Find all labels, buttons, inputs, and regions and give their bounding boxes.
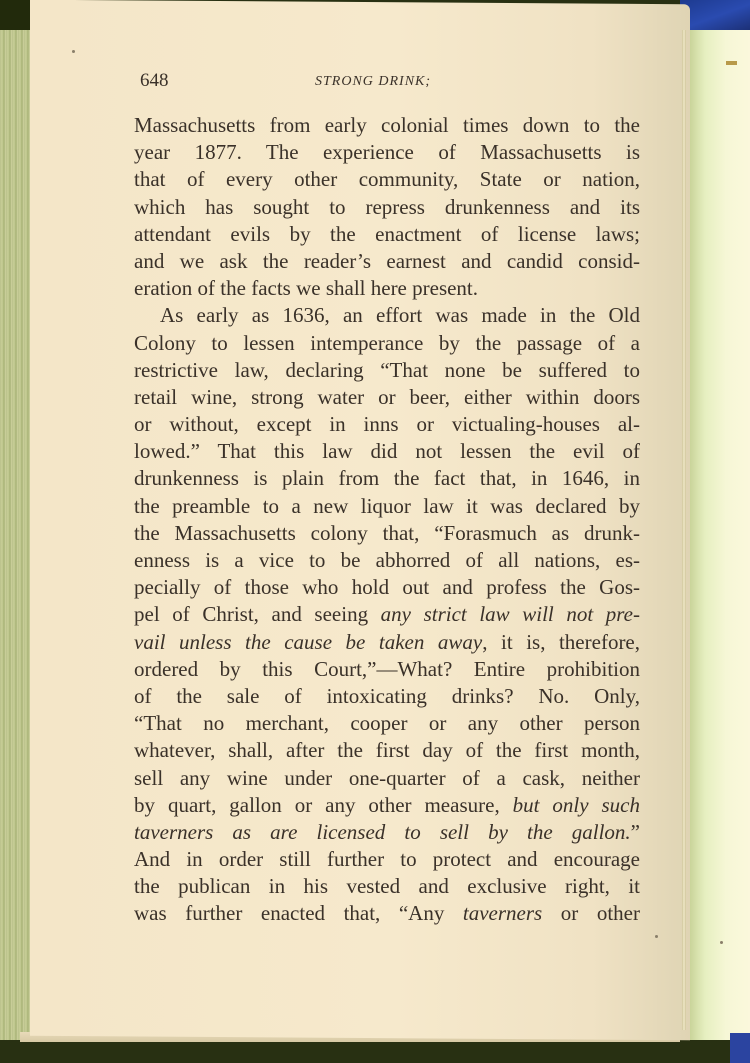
text-line xyxy=(130,629,640,656)
text-run: And in order still further to protect and encourage xyxy=(134,847,640,872)
text-run: ” xyxy=(630,819,640,844)
text-line xyxy=(130,846,640,873)
text-run: the preamble to a new liquor law it was declared by xyxy=(134,493,640,518)
text-run: by quart, gallon or any other measure, xyxy=(134,792,513,817)
text-line xyxy=(130,221,640,248)
text-line xyxy=(130,166,640,193)
text-line xyxy=(130,194,640,221)
text-line xyxy=(130,112,640,139)
text-line xyxy=(130,683,640,710)
page-content xyxy=(130,70,640,928)
page-gutter xyxy=(682,30,686,1030)
text-line xyxy=(130,710,640,737)
text-run: year 1877. The experience of Massachusetts is xyxy=(134,140,640,165)
text-line xyxy=(130,574,640,601)
text-run: eration of the facts we shall here present. xyxy=(134,276,479,301)
text-run: the Massachusetts colony that, “Forasmuch as drunk- xyxy=(134,520,640,545)
text-run: Massachusetts from early colonial times down to the xyxy=(134,113,640,137)
text-run: Colony to lessen intemperance by the passage of a xyxy=(134,330,640,355)
text-run: enness is a vice to be abhorred of all nations, es- xyxy=(134,548,640,572)
text-line xyxy=(130,765,640,792)
text-line xyxy=(130,411,640,438)
facing-page-mark xyxy=(726,61,737,65)
paper-speck xyxy=(655,935,658,938)
text-run: , it is, therefore, xyxy=(482,629,640,654)
text-run: ordered by this Court,”—What? Entire prohibition xyxy=(134,656,640,681)
text-line xyxy=(130,520,640,547)
text-run: was further enacted that, “Any xyxy=(134,901,463,926)
text-run: which has sought to repress drunkenness and its xyxy=(134,194,640,219)
blue-cloth-bottom xyxy=(730,1033,750,1063)
text-line xyxy=(130,139,640,166)
body-text xyxy=(130,112,640,928)
text-line xyxy=(130,656,640,683)
text-line xyxy=(130,384,640,411)
text-run: drunkenness is plain from the fact that, in 1646, in xyxy=(134,466,640,491)
text-line xyxy=(130,302,640,329)
text-line xyxy=(130,819,640,846)
page-number: 648 xyxy=(140,70,169,91)
text-run: pel of Christ, and seeing xyxy=(134,602,381,627)
text-run: retail wine, strong water or beer, either within doors xyxy=(134,384,640,409)
text-line xyxy=(130,601,640,628)
text-run: As early as 1636, an effort was made in the Old xyxy=(160,303,640,328)
running-title: STRONG DRINK; xyxy=(315,74,432,89)
text-line xyxy=(130,465,640,492)
italic-text: vail unless the cause be taken away xyxy=(134,629,483,654)
text-line xyxy=(130,737,640,764)
text-line xyxy=(130,438,640,465)
blue-cloth-top xyxy=(680,0,750,34)
italic-text: taverners as are licensed to sell by the gallon. xyxy=(134,819,631,844)
text-run: pecially of those who hold out and profess the Gos- xyxy=(134,575,640,600)
italic-text: but only such xyxy=(512,792,640,817)
text-line xyxy=(130,493,640,520)
text-line xyxy=(130,248,640,275)
text-line xyxy=(130,900,640,927)
text-run: sell any wine under one-quarter of a cask, neither xyxy=(134,765,640,790)
text-run: lowed.” That this law did not lessen the evil of xyxy=(134,439,640,464)
paper-speck xyxy=(720,941,723,944)
text-run: attendant evils by the enactment of license laws; xyxy=(134,221,640,246)
text-line xyxy=(130,357,640,384)
text-run: or without, except in inns or victualing-houses al- xyxy=(134,412,640,437)
italic-text: taverners xyxy=(462,901,543,926)
text-line xyxy=(130,275,640,302)
text-run: whatever, shall, after the first day of the first month, xyxy=(134,738,640,763)
text-line xyxy=(130,873,640,900)
text-line xyxy=(130,792,640,819)
text-run: of the sale of intoxicating drinks? No. Only, xyxy=(134,683,640,708)
italic-text: any strict law will not pre- xyxy=(380,602,640,627)
text-run: “That no merchant, cooper or any other person xyxy=(134,711,640,736)
text-run: restrictive law, declaring “That none be suffered to xyxy=(134,357,640,382)
running-head xyxy=(130,70,640,98)
text-run: that of every other community, State or nation, xyxy=(134,167,640,192)
text-run: the publican in his vested and exclusive right, it xyxy=(134,874,640,899)
text-run: or other xyxy=(542,901,640,926)
facing-page-edge xyxy=(690,30,750,1040)
text-line xyxy=(130,330,640,357)
text-line xyxy=(130,547,640,574)
paper-speck xyxy=(72,50,75,53)
text-run: and we ask the reader’s earnest and candid consid- xyxy=(134,248,640,273)
